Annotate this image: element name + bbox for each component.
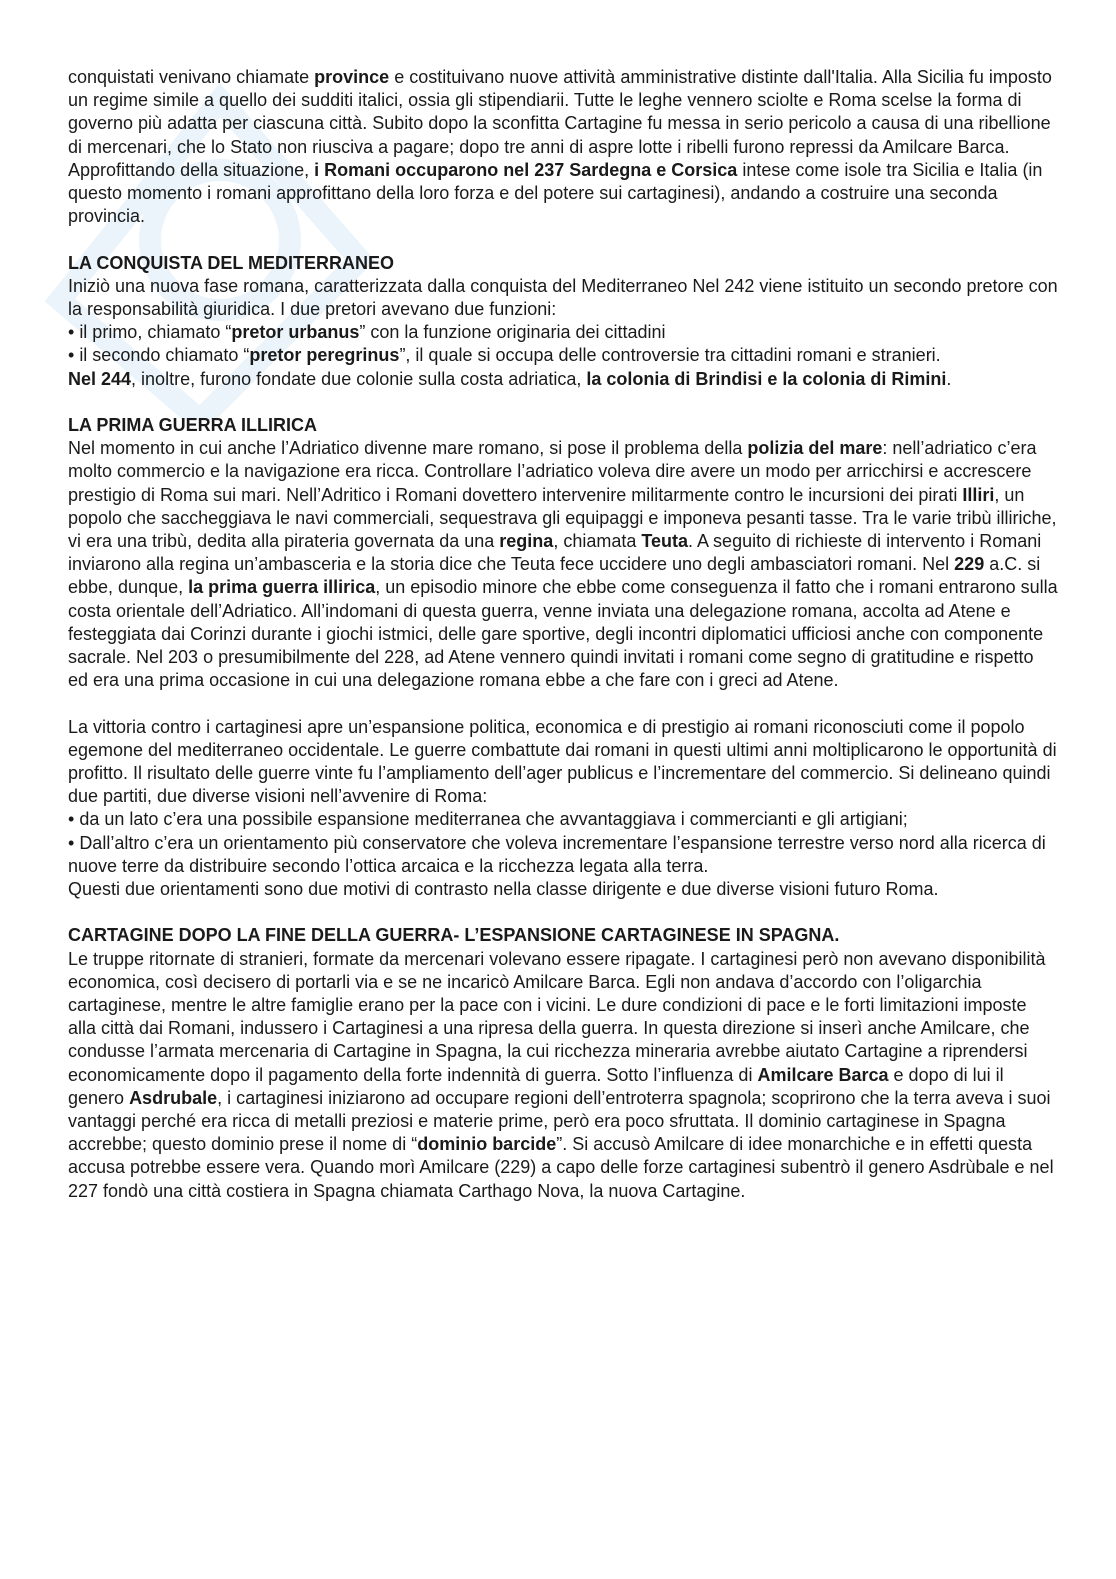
section-heading-mediterraneo: LA CONQUISTA DEL MEDITERRANEO [68,252,395,273]
section-heading-cartagine-spagna: CARTAGINE DOPO LA FINE DELLA GUERRA- L’ESPANSIONE CARTAGINESE IN SPAGNA. [68,925,840,946]
paragraph-vittoria: La vittoria contro i cartaginesi apre un’espansione politica, economica e di prestigio ai romani riconosciuti come il popolo egemone del mediterraneo occidentale. Le guerre combattute dai romani in questi ultimi anni moltiplicarono le opportunità di profitto. Il risultato delle guerre vinte fu l’ampliamento dell’ager publicus e l’incrementare del commercio. Si delineano quindi due partiti, due diverse visioni nell’avvenire di Roma: [68,716,1057,807]
paragraph-orientamenti: Questi due orientamenti sono due motivi di contrasto nella classe dirigente e due diverse visioni futuro Roma. [68,879,939,900]
paragraph-guerra-illirica: Nel momento in cui anche l’Adriatico divenne mare romano, si pose il problema della polizia del mare: nell’adriatico c’era molto commercio e la navigazione era ricca. Controllare l’adriatico voleva dire avere un modo per arricchirsi e accrescere prestigio di Roma sui mari. Nell’Adritico i Romani dovettero intervenire militarmente contro le incursioni dei pirati Illiri, un popolo che saccheggiava le navi commerciali, sequestrava gli equipaggi e imponeva pesanti tasse. Tra le varie tribù illiriche, vi era una tribù, dedita alla pirateria governata da una regina, chiamata Teuta. A seguito di richieste di intervento i Romani inviarono alla regina un’ambasceria e la storia dice che Teuta fece uccidere uno degli ambasciatori romani. Nel 229 a.C. si ebbe, dunque, la prima guerra illirica, un episodio minore che ebbe come conseguenza il fatto che i romani entrarono sulla costa orientale dell’Adriatico. All’indomani di questa guerra, venne inviata una delegazione romana, accolta ad Atene e festeggiata dai Corinzi durante i giochi istmici, delle gare sportive, degli incontri diplomatici ufficiosi anche con componente sacrale. Nel 203 o presumibilmente del 228, ad Atene vennero quindi invitati i romani come segno di gratitudine e rispetto ed era una prima occasione in cui una delegazione romana ebbe a che fare con i greci ad Atene. [68,438,1058,691]
paragraph-pretore: Iniziò una nuova fase romana, caratterizzata dalla conquista del Mediterraneo Nel 242 viene istituito un secondo pretore con la responsabilità giuridica. I due pretori avevano due funzioni: [68,275,1058,320]
bullet-pretor-urbanus: • il primo, chiamato “pretor urbanus” con la funzione originaria dei cittadini [68,321,1058,344]
document-page [68,66,1058,1203]
paragraph-cartagine-spagna: Le truppe ritornate di stranieri, formate da mercenari volevano essere ripagate. I cartaginesi però non avevano disponibilità economica, così decisero di portarli via e se ne incaricò Amilcare Barca. Egli non andava d’accordo con l’oligarchia cartaginese, mentre le altre famiglie erano per la pace con i vicini. Le dure condizioni di pace e le forti limitazioni imposte alla città dai Romani, indussero i Cartaginesi a una ripresa della guerra. In questa direzione si inserì anche Amilcare, che condusse l’armata mercenaria di Cartagine in Spagna, la cui ricchezza mineraria avrebbe aiutato Cartagine a riprendersi economicamente dopo il pagamento della forte indennità di guerra. Sotto l’influenza di Amilcare Barca e dopo di lui il genero Asdrubale, i cartaginesi iniziarono ad occupare regioni dell’entroterra spagnola; scoprirono che la terra aveva i suoi vantaggi perché era ricca di metalli preziosi e materie prime, però era poco sfruttata. Il dominio cartaginese in Spagna accrebbe; questo dominio prese il nome di “dominio barcide”. Si accusò Amilcare di idee monarchiche e in effetti questa accusa potrebbe essere vera. Quando morì Amilcare (229) a capo delle forze cartaginesi subentrò il genero Asdrùbale e nel 227 fondò una città costiera in Spagna chiamata Carthago Nova, la nuova Cartagine. [68,948,1054,1201]
section-heading-guerra-illirica: LA PRIMA GUERRA ILLIRICA [68,415,317,436]
bullet-pretor-peregrinus: • il secondo chiamato “pretor peregrinus”, il quale si occupa delle controversie tra cittadini romani e stranieri. [68,344,1058,367]
paragraph-intro: conquistati venivano chiamate province e costituivano nuove attività amministrative distinte dall'Italia. Alla Sicilia fu imposto un regime simile a quello dei sudditi italici, ossia gli stipendiarii. Tutte le leghe vennero sciolte e Roma scelse la forma di governo più adatta per ciascuna città. Subito dopo la sconfitta Cartagine fu messa in serio pericolo a causa di una ribellione di mercenari, che lo Stato non riusciva a pagare; dopo tre anni di aspre lotte i ribelli furono repressi da Amilcare Barca. Approfittando della situazione, i Romani occuparono nel 237 Sardegna e Corsica intese come isole tra Sicilia e Italia (in questo momento i romani approfittano della loro forza e del potere sui cartaginesi), andando a costruire una seconda provincia. [68,67,1052,227]
bullet-espansione-mediterranea: • da un lato c’era una possibile espansione mediterranea che avvantaggiava i commercianti e gli artigiani; [68,808,1058,831]
paragraph-colonie: Nel 244, inoltre, furono fondate due colonie sulla costa adriatica, la colonia di Brindisi e la colonia di Rimini. [68,368,952,389]
bullet-orientamento-conservatore: • Dall’altro c’era un orientamento più conservatore che voleva incrementare l’espansione terrestre verso nord alla ricerca di nuove terre da distribuire secondo l’ottica arcaica e la ricchezza legata alla terra. [68,832,1058,878]
